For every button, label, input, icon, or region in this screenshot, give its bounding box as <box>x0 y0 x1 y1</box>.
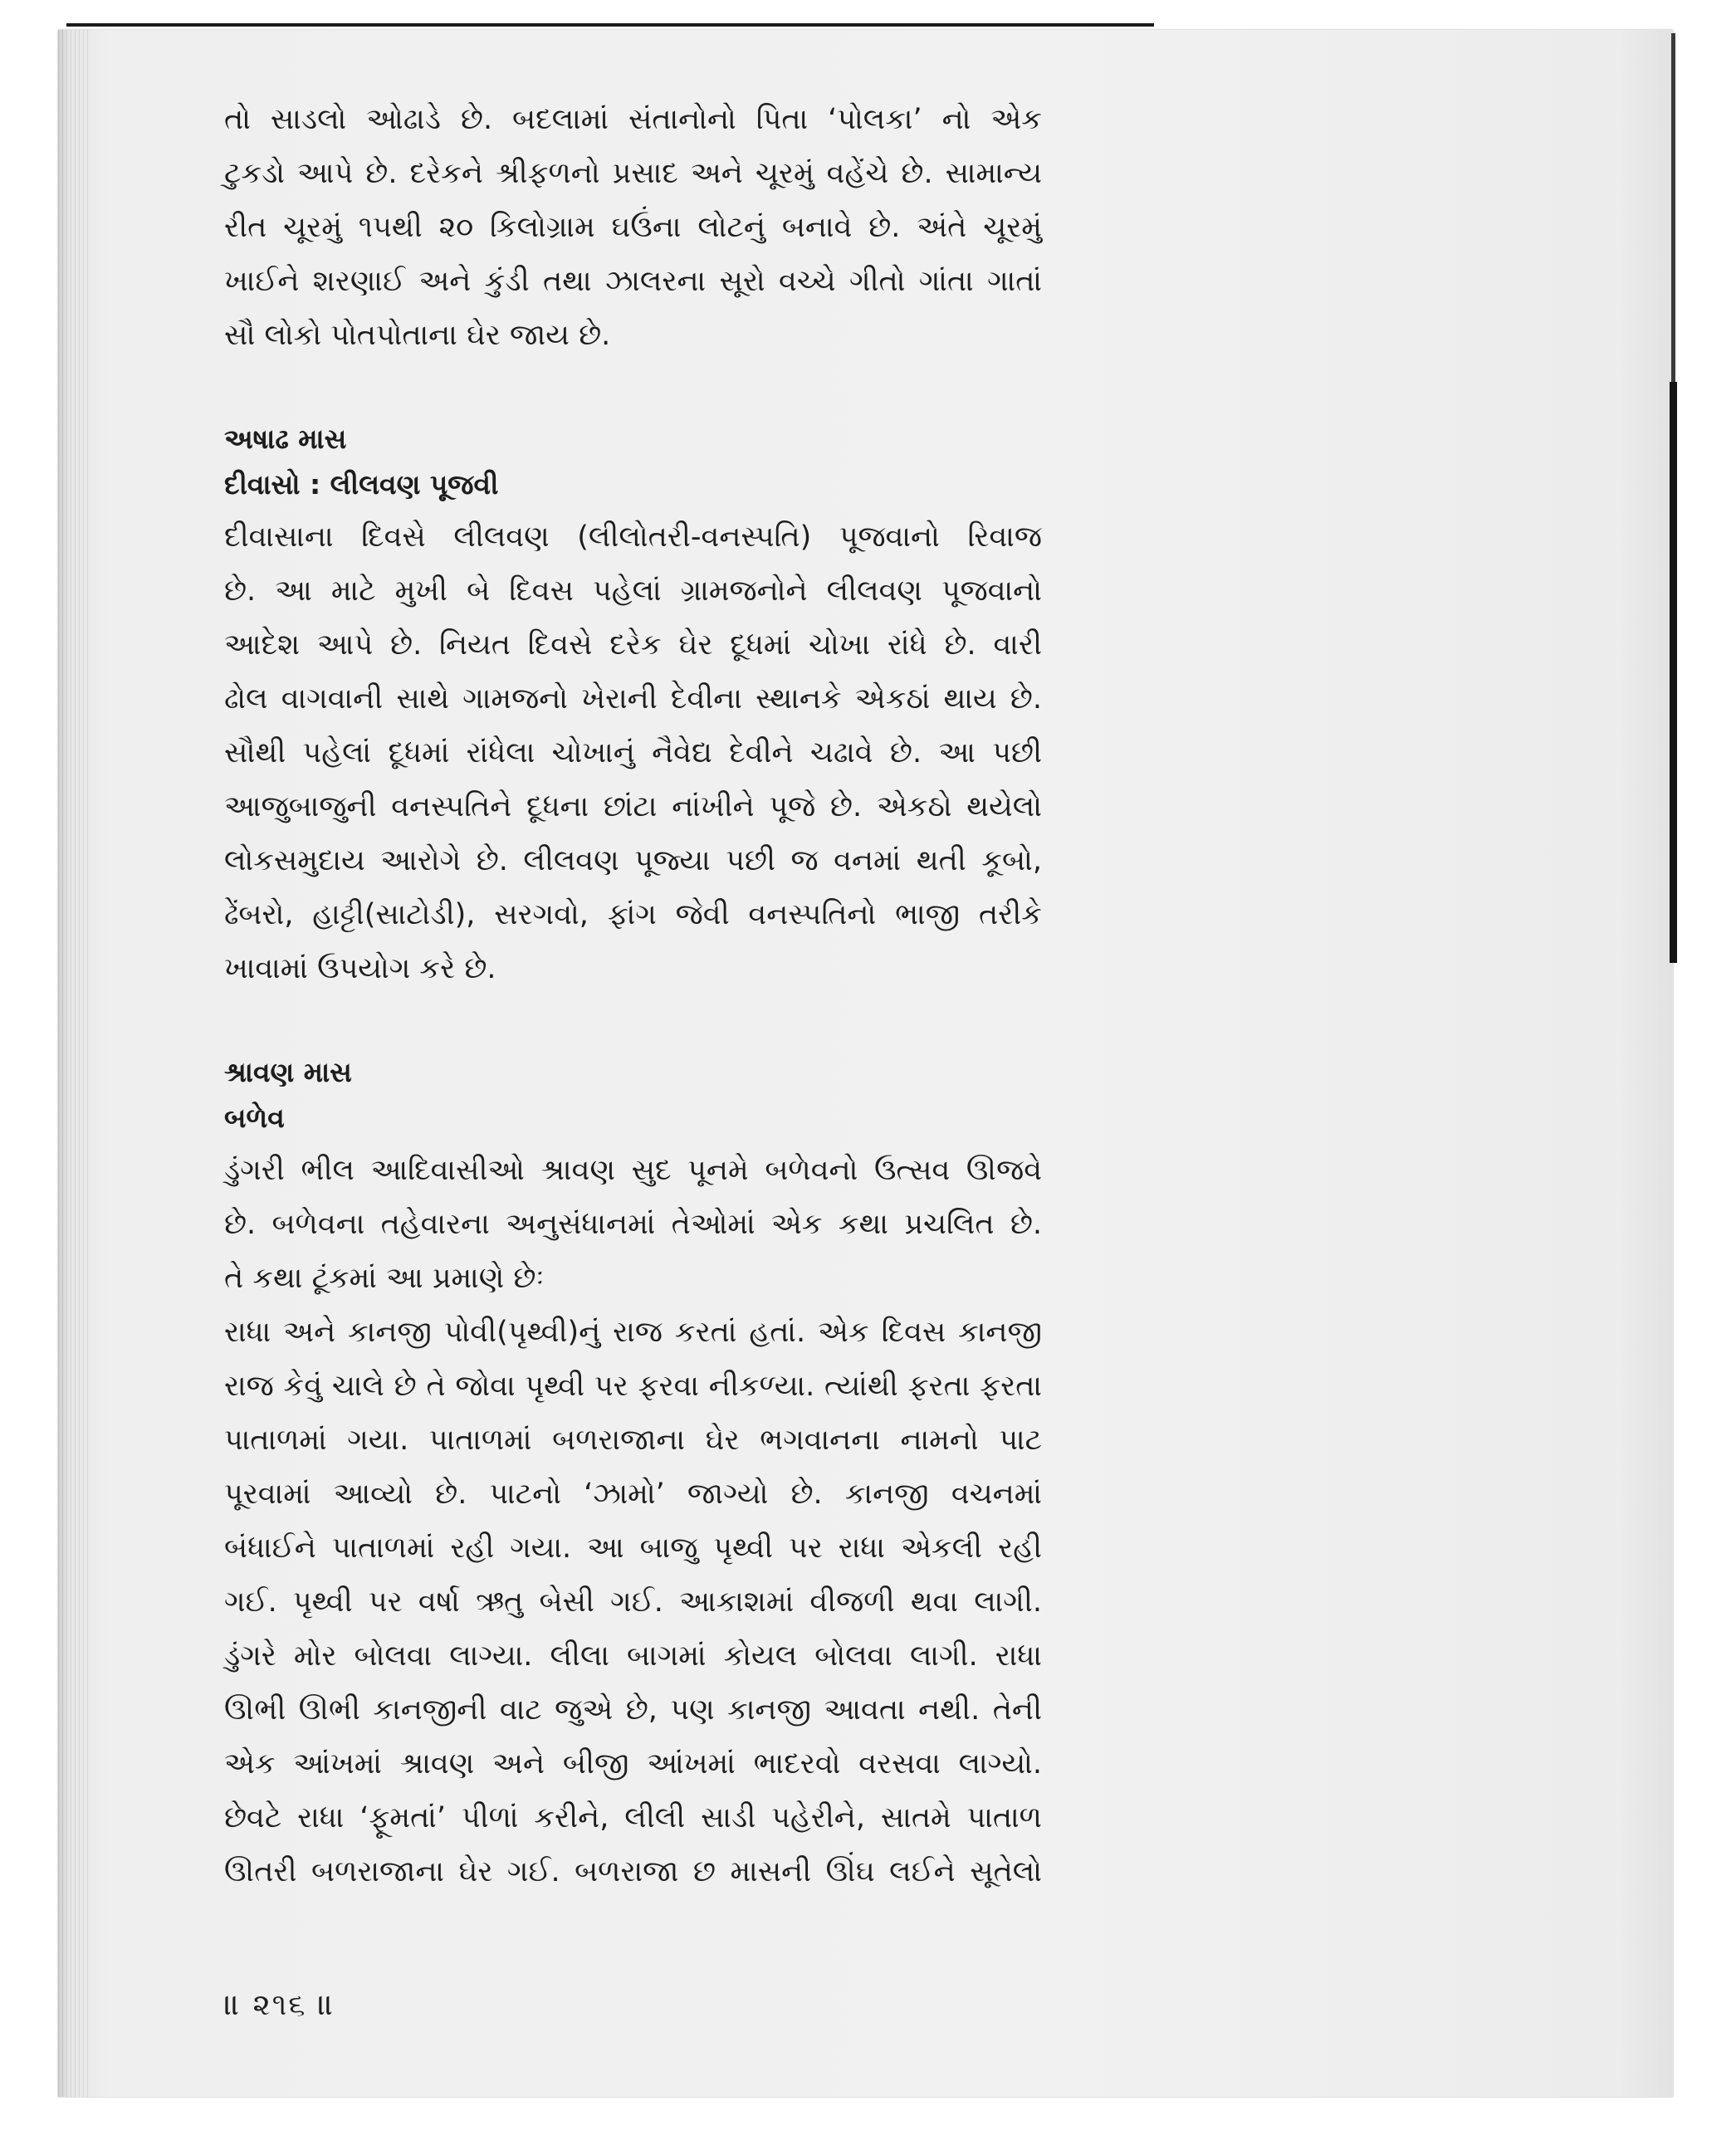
page-right-edge-shadow <box>1671 33 1675 382</box>
text-line: છેવટે રાધા ‘ફૂમતાં’ પીળાં કરીને, લીલી સાડી પહેરીને, સાતમે પાતાળ <box>224 1801 1042 1834</box>
text-line: લોકસમુદાય આરોગે છે. લીલવણ પૂજ્યા પછી જ વનમાં થતી કૂબો, <box>224 844 1042 877</box>
page-number: ॥ ૨૧૬ ॥ <box>224 1988 335 2022</box>
text-line: ઊતરી બળરાજાના ઘેર ગઈ. બળરાજા છ માસની ઊંઘ લઈને સૂતેલો <box>224 1855 1042 1888</box>
text-line: સૌથી પહેલાં દૂધમાં રાંધેલા ચોખાનું નૈવેદ્ય દેવીને ચઢાવે છે. આ પછી <box>224 736 1042 769</box>
text-line: ખાવામાં ઉપયોગ કરે છે. <box>224 952 496 985</box>
sub-heading-balev: બળેવ <box>224 1102 285 1134</box>
month-heading-ashadh: અષાઢ માસ <box>224 423 347 455</box>
text-line: છે. આ માટે મુખી બે દિવસ પહેલાં ગ્રામજનોને લીલવણ પૂજવાનો <box>224 574 1042 608</box>
text-line: રીત ચૂરમું ૧૫થી ૨૦ કિલોગ્રામ ઘઉંના લોટનું બનાવે છે. અંતે ચૂરમું <box>224 211 1042 244</box>
text-line: ડુંગરે મોર બોલવા લાગ્યા. લીલા બાગમાં કોયલ બોલવા લાગી. રાધા <box>224 1639 1042 1673</box>
text-line: ગઈ. પૃથ્વી પર વર્ષા ઋતુ બેસી ગઈ. આકાશમાં વીજળી થવા લાગી. <box>224 1585 1042 1619</box>
text-line: ઊભી ઊભી કાનજીની વાટ જુએ છે, પણ કાનજી આવતા નથી. તેની <box>224 1693 1042 1727</box>
text-line: સૌ લોકો પોતપોતાના ઘેર જાય છે. <box>224 319 611 352</box>
text-line: ઢેંબરો, હાટ્ટી(સાટોડી), સરગવો, ફાંગ જેવી વનસ્પતિનો ભાજી તરીકે <box>224 898 1042 931</box>
text-line: તો સાડલો ઓઢાડે છે. બદલામાં સંતાનોનો પિતા ‘પોલકા’ નો એક <box>224 103 1042 136</box>
page-stack-edge <box>58 30 91 2097</box>
text-line: આદેશ આપે છે. નિયત દિવસે દરેક ઘેર દૂધમાં ચોખા રાંધે છે. વારી <box>224 628 1042 662</box>
text-line: રાધા અને કાનજી પોવી(પૃથ્વી)નું રાજ કરતાં હતાં. એક દિવસ કાનજી <box>224 1316 1042 1349</box>
page-right-edge-mark <box>1670 382 1677 963</box>
text-line: પાતાળમાં ગયા. પાતાળમાં બળરાજાના ઘેર ભગવાનના નામનો પાટ <box>224 1424 1042 1457</box>
shravan-story-paragraph <box>224 1306 1042 1899</box>
text-line: પૂરવામાં આવ્યો છે. પાટનો ‘ઝામો’ જાગ્યો છે. કાનજી વચનમાં <box>224 1478 1042 1511</box>
shravan-intro-paragraph <box>224 1144 1042 1306</box>
page-top-edge <box>66 23 1154 27</box>
text-line: દીવાસાના દિવસે લીલવણ (લીલોતરી-વનસ્પતિ) પૂજવાનો રિવાજ <box>224 520 1042 554</box>
ashadh-paragraph <box>224 511 1042 996</box>
text-line: બંધાઈને પાતાળમાં રહી ગયા. આ બાજુ પૃથ્વી પર રાધા એકલી રહી <box>224 1532 1042 1565</box>
text-line: ઢોલ વાગવાની સાથે ગામજનો ખેરાની દેવીના સ્થાનકે એકઠાં થાય છે. <box>224 682 1042 716</box>
text-line: ડુંગરી ભીલ આદિવાસીઓ શ્રાવણ સુદ પૂનમે બળેવનો ઉત્સવ ઊજવે <box>224 1154 1042 1187</box>
text-line: એક આંખમાં શ્રાવણ અને બીજી આંખમાં ભાદરવો વરસવા લાગ્યો. <box>224 1747 1042 1781</box>
sub-heading-divaso: દીવાસો : લીલવણ પૂજવી <box>224 468 499 501</box>
page-text-column <box>224 93 1042 1899</box>
text-line: છે. બળેવના તહેવારના અનુસંધાનમાં તેઓમાં એક કથા પ્રચલિત છે. <box>224 1208 1042 1241</box>
text-line: આજુબાજુની વનસ્પતિને દૂધના છાંટા નાંખીને પૂજે છે. એકઠો થયેલો <box>224 790 1042 823</box>
text-line: ખાઈને શરણાઈ અને કુંડી તથા ઝાલરના સૂરો વચ્ચે ગીતો ગાંતા ગાતાં <box>224 265 1042 298</box>
intro-paragraph <box>224 93 1042 363</box>
text-line: તે કથા ટૂંકમાં આ પ્રમાણે છેઃ <box>224 1262 545 1295</box>
month-heading-shravan: શ્રાવણ માસ <box>224 1056 352 1088</box>
text-line: ટુકડો આપે છે. દરેકને શ્રીફળનો પ્રસાદ અને ચૂરમું વહેંચે છે. સામાન્ય <box>224 157 1042 190</box>
text-line: રાજ કેવું ચાલે છે તે જોવા પૃથ્વી પર ફરવા નીકળ્યા. ત્યાંથી ફરતા ફરતા <box>224 1370 1042 1403</box>
